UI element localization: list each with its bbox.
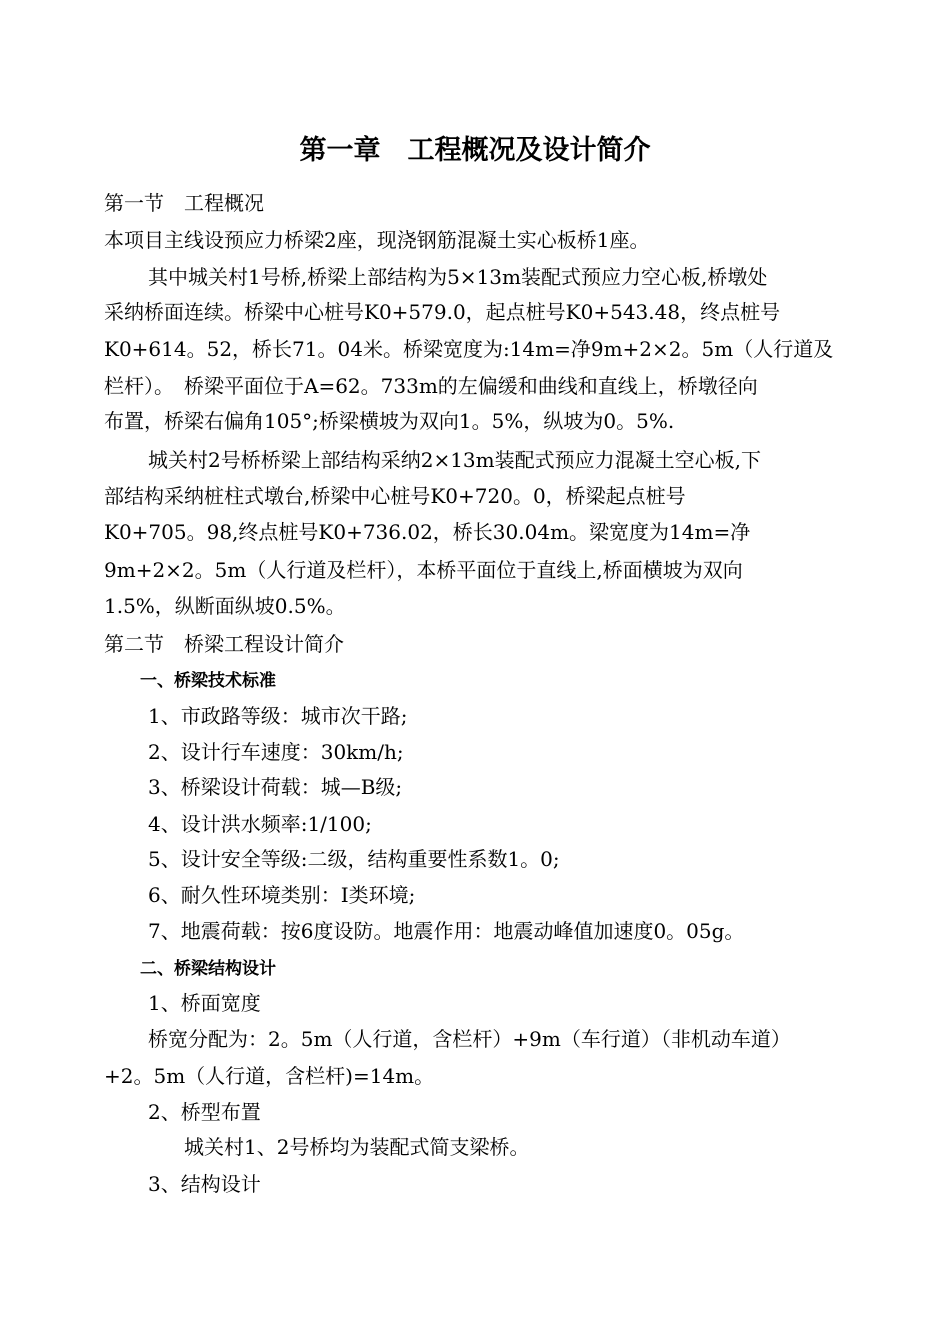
list-item: 2、设计行车速度：30km/h; bbox=[148, 740, 404, 764]
paragraph-line: 2、桥型布置 bbox=[148, 1100, 261, 1124]
paragraph-line: +2。5m（人行道，含栏杆)=14m。 bbox=[104, 1064, 435, 1088]
paragraph-line: K0+705。98,终点桩号K0+736.02，桥长30.04m。梁宽度为14m=净 bbox=[104, 520, 751, 544]
subsection-heading: 二、桥梁结构设计 bbox=[140, 959, 276, 979]
paragraph-line: 9m+2×2。5m（人行道及栏杆），本桥平面位于直线上,桥面横坡为双向 bbox=[104, 558, 743, 582]
paragraph-line: 城关村1、2号桥均为装配式简支梁桥。 bbox=[184, 1135, 530, 1159]
list-item: 7、地震荷载：按6度设防。地震作用：地震动峰值加速度0。05g。 bbox=[148, 919, 745, 943]
paragraph-line: 3、结构设计 bbox=[148, 1172, 261, 1196]
paragraph-line: K0+614。52，桥长71。04米。桥梁宽度为:14m=净9m+2×2。5m（人行道及 bbox=[104, 337, 834, 361]
paragraph-line: 本项目主线设预应力桥梁2座，现浇钢筋混凝土实心板桥1座。 bbox=[104, 228, 650, 252]
section-heading: 第二节 桥梁工程设计简介 bbox=[104, 632, 344, 656]
paragraph-line: 采纳桥面连续。桥梁中心桩号K0+579.0，起点桩号K0+543.48，终点桩号 bbox=[104, 300, 781, 324]
list-item: 4、设计洪水频率:1/100; bbox=[148, 812, 372, 836]
section-heading: 第一节 工程概况 bbox=[104, 191, 264, 215]
list-item: 3、桥梁设计荷载：城—B级; bbox=[148, 775, 403, 799]
paragraph-line: 部结构采纳桩柱式墩台,桥梁中心桩号K0+720。0，桥梁起点桩号 bbox=[104, 484, 686, 508]
list-item: 1、市政路等级：城市次干路; bbox=[148, 704, 408, 728]
paragraph-line: 城关村2号桥桥梁上部结构采纳2×13m装配式预应力混凝土空心板,下 bbox=[148, 448, 761, 472]
paragraph-line: 其中城关村1号桥,桥梁上部结构为5×13m装配式预应力空心板,桥墩处 bbox=[148, 265, 768, 289]
subsection-heading: 一、桥梁技术标准 bbox=[140, 671, 276, 691]
paragraph-line: 桥宽分配为：2。5m（人行道，含栏杆）+9m（车行道）（非机动车道） bbox=[148, 1027, 791, 1051]
paragraph-line: 栏杆）。 桥梁平面位于A=62。733m的左偏缓和曲线和直线上，桥墩径向 bbox=[104, 374, 758, 398]
list-item: 5、设计安全等级:二级，结构重要性系数1。0; bbox=[148, 847, 560, 871]
list-item: 6、耐久性环境类别：I类环境; bbox=[148, 883, 416, 907]
paragraph-line: 1.5%，纵断面纵坡0.5%。 bbox=[104, 594, 346, 618]
paragraph-line: 布置，桥梁右偏角105°;桥梁横坡为双向1。5%，纵坡为0。5%. bbox=[104, 409, 675, 433]
chapter-title: 第一章 工程概况及设计简介 bbox=[299, 135, 651, 166]
paragraph-line: 1、桥面宽度 bbox=[148, 991, 261, 1015]
